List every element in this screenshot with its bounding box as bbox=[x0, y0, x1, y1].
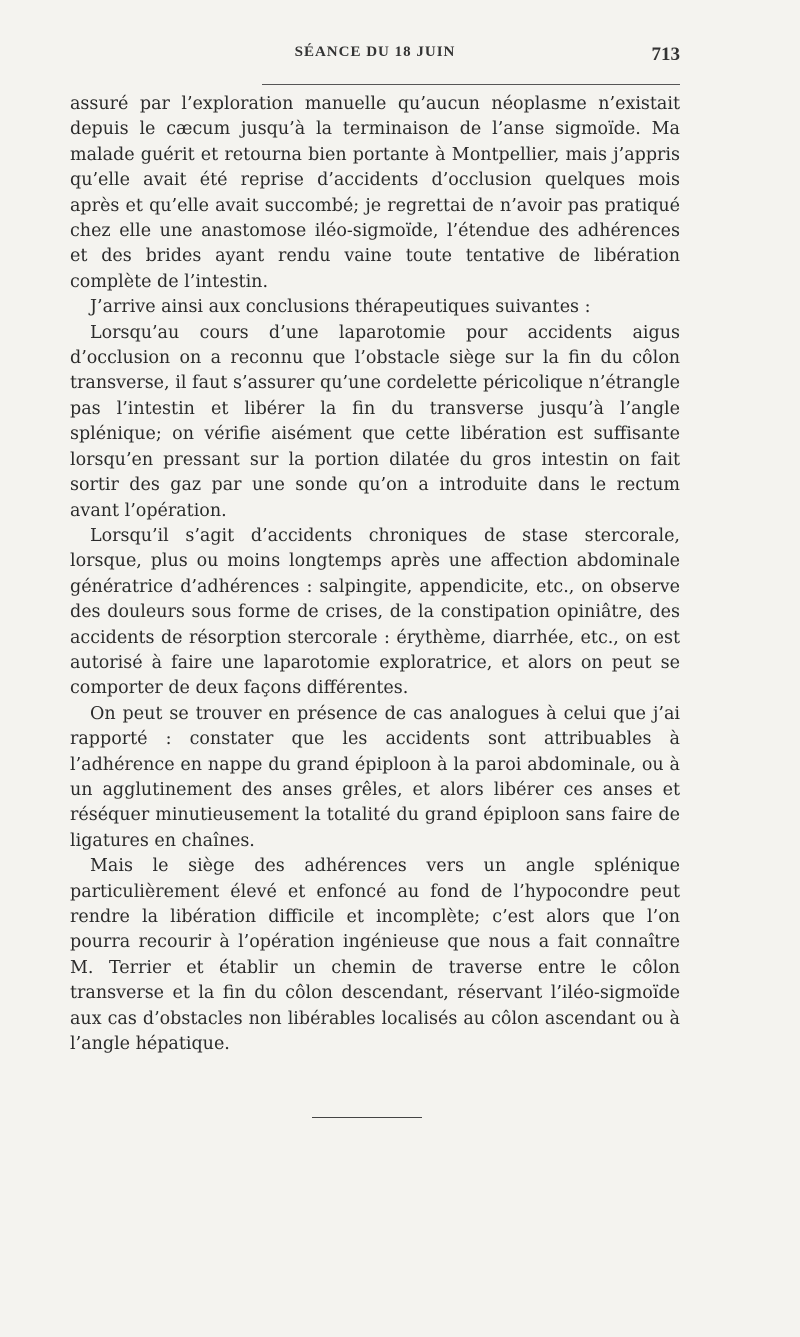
end-rule bbox=[312, 1117, 422, 1118]
paragraph: Lorsqu’au cours d’une laparotomie pour accidents aigus d’occlusion on a reconnu que l’obstacle siège sur la fin du côlon transverse, il faut s’assurer qu’une cordelette péricolique n’étrangle pas l’intestin et libérer la fin du transverse jusqu’à l’angle splénique; on vérifie aisément que cette libération est suffisante lorsqu’en pressant sur la portion dilatée du gros intestin on fait sortir des gaz par une sonde qu’on a introduite dans le rectum avant l’opération. bbox=[70, 322, 680, 521]
running-title: SÉANCE DU 18 JUIN bbox=[294, 44, 456, 60]
paragraph: On peut se trouver en présence de cas analogues à celui que j’ai rapporté : constater que les accidents sont attribuables à l’adhérence en nappe du grand épiploon à la paroi abdominale, ou à un agglutinement des anses grêles, et alors libérer ces anses et réséquer minutieusement la totalité du grand épiploon sans faire de ligatures en chaînes. bbox=[70, 703, 680, 851]
header-rule bbox=[262, 84, 680, 85]
paragraph: J’arrive ainsi aux conclusions thérapeutiques suivantes : bbox=[90, 297, 591, 318]
body-text bbox=[70, 92, 680, 1057]
page-number: 713 bbox=[651, 44, 680, 65]
paragraph: Mais le siège des adhérences vers un angle splénique particulièrement élevé et enfoncé au fond de l’hypocondre peut rendre la libération difficile et incomplète; c’est alors que l’on pourra recourir à l’opération ingénieuse que nous a fait connaître M. Terrier et établir un chemin de traverse entre le côlon transverse et la fin du côlon descendant, réservant l’iléo-sigmoïde aux cas d’obstacles non libérables localisés au côlon ascendant ou à l’angle hépatique. bbox=[70, 856, 680, 1055]
page-header bbox=[70, 44, 680, 74]
paragraph: assuré par l’exploration manuelle qu’aucun néoplasme n’existait depuis le cæcum jusqu’à la terminaison de l’anse sigmoïde. Ma malade guérit et retourna bien portante à Montpellier, mais j’appris qu’elle avait été reprise d’accidents d’occlusion quelques mois après et qu’elle avait succombé; je regrettai de n’avoir pas pratiqué chez elle une anastomose iléo-sigmoïde, l’étendue des adhérences et des brides ayant rendu vaine toute tentative de libération complète de l’intestin. bbox=[70, 94, 680, 292]
paragraph: Lorsqu’il s’agit d’accidents chroniques de stase stercorale, lorsque, plus ou moins longtemps après une affection abdominale génératrice d’adhérences : salpingite, appendicite, etc., on observe des douleurs sous forme de crises, de la constipation opiniâtre, des accidents de résorption stercorale : érythème, diarrhée, etc., on est autorisé à faire une laparotomie exploratrice, et alors on peut se comporter de deux façons différentes. bbox=[70, 525, 680, 699]
